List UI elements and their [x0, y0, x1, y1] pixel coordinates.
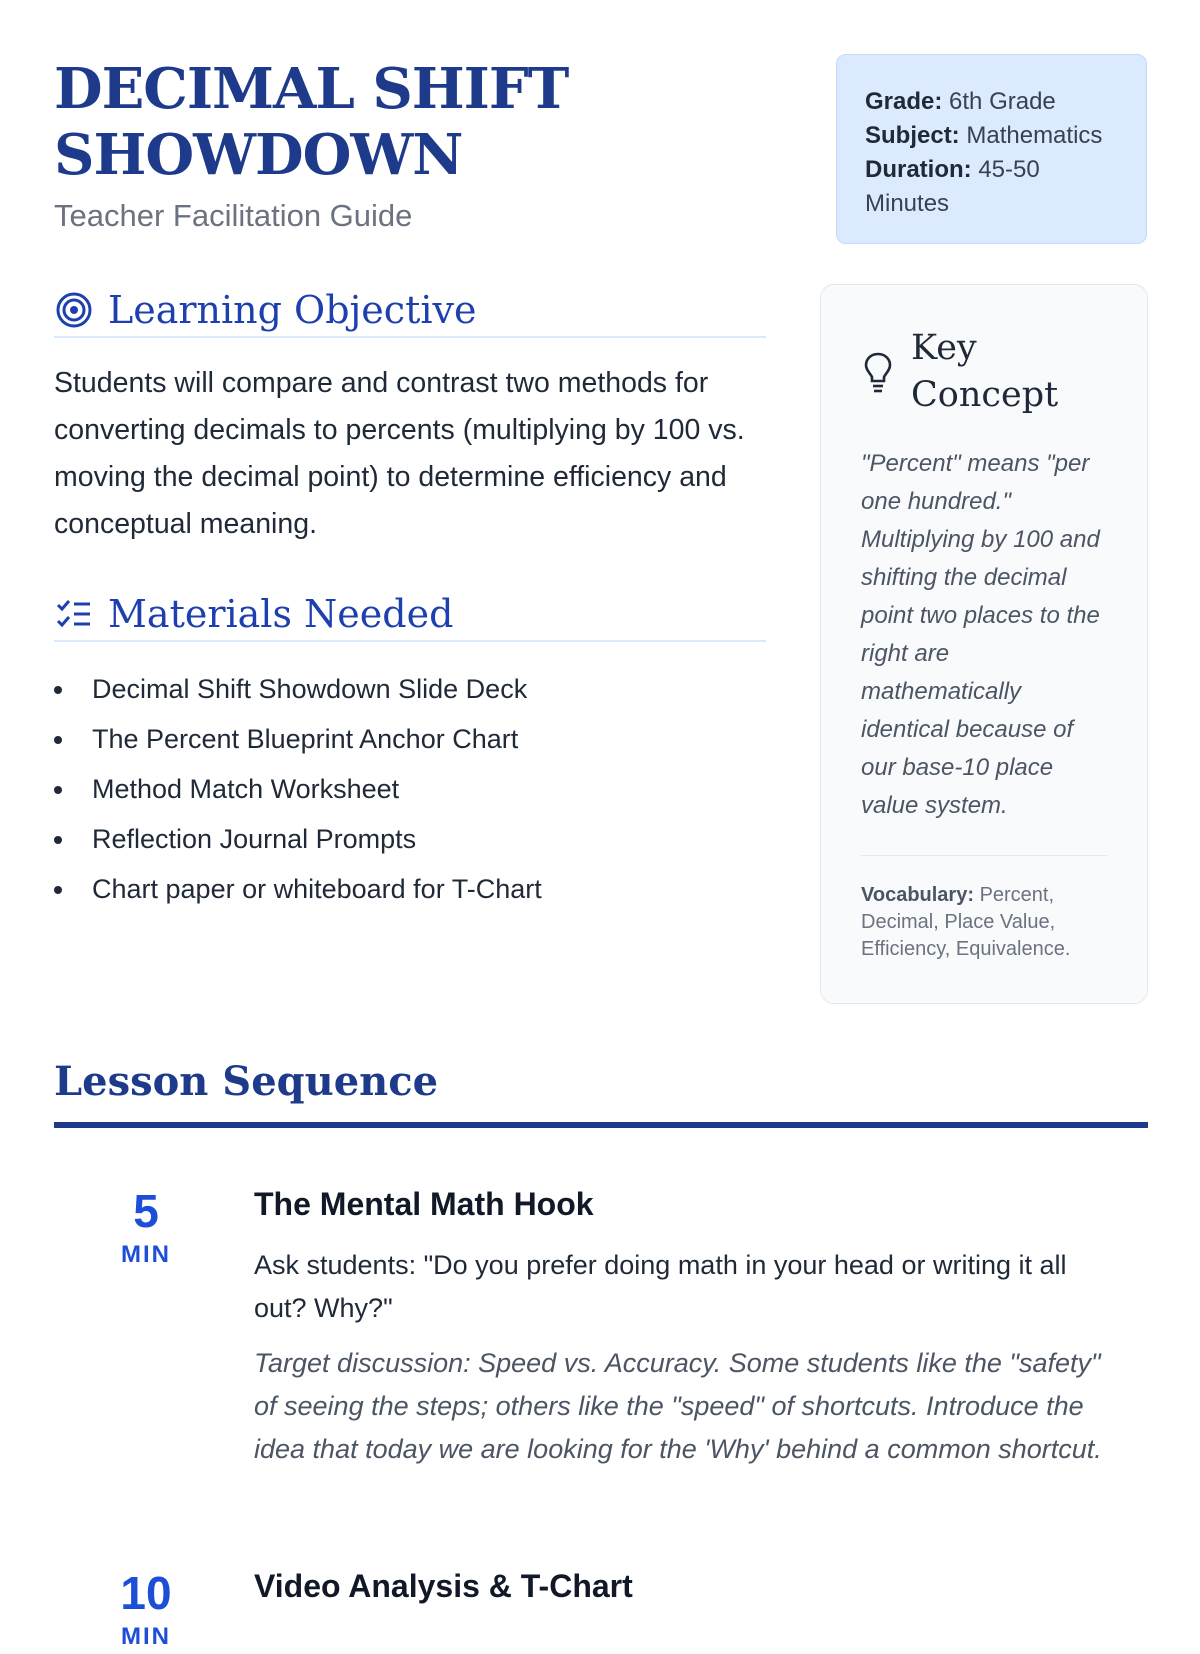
key-concept-card	[820, 284, 1148, 1004]
step-note: Target discussion: Speed vs. Accuracy. Some students like the "safety" of seeing the steps; others like the "speed" of shortcuts. Introduce the idea that today we are looking for the 'Why' behind a common shortcut.	[254, 1348, 1102, 1464]
step-duration	[54, 1184, 238, 1272]
list-item: Decimal Shift Showdown Slide Deck	[54, 664, 542, 714]
key-concept-heading	[861, 325, 1107, 419]
lightbulb-icon	[861, 350, 895, 394]
step-unit: MIN	[121, 1241, 171, 1268]
list-item: Reflection Journal Prompts	[54, 814, 542, 864]
objective-heading	[54, 284, 766, 338]
divider	[861, 855, 1107, 856]
step-text: Ask students: "Do you prefer doing math in your head or writing it all out? Why?"	[254, 1250, 1067, 1323]
objective-heading-label: Learning Objective	[108, 288, 477, 332]
materials-heading	[54, 588, 766, 642]
lesson-meta-card	[836, 54, 1147, 244]
step-duration	[54, 1566, 238, 1654]
materials-heading-label: Materials Needed	[108, 592, 454, 636]
meta-subject: Subject: Mathematics	[865, 122, 1103, 149]
list-item: Chart paper or whiteboard for T-Chart	[54, 864, 542, 914]
list-item: Method Match Worksheet	[54, 764, 542, 814]
vocabulary-text: Vocabulary: Percent, Decimal, Place Value, Efficiency, Equivalence.	[861, 884, 1071, 960]
page-subtitle: Teacher Facilitation Guide	[54, 198, 413, 233]
step-title: Video Analysis & T-Chart	[254, 1568, 633, 1604]
step-title: The Mental Math Hook	[254, 1186, 594, 1222]
list-item: The Percent Blueprint Anchor Chart	[54, 714, 542, 764]
meta-duration: Duration: 45-50 Minutes	[865, 156, 1040, 217]
materials-list	[54, 664, 542, 914]
meta-grade: Grade: 6th Grade	[865, 88, 1056, 115]
target-icon	[54, 290, 94, 330]
objective-text: Students will compare and contrast two methods for converting decimals to percents (multiplying by 100 vs. moving the decimal point) to determine efficiency and conceptual meaning.	[54, 367, 745, 540]
sequence-heading: Lesson Sequence	[54, 1058, 439, 1105]
page-title: DECIMAL SHIFT SHOWDOWN	[54, 56, 569, 188]
checklist-icon	[54, 594, 94, 634]
key-concept-heading-label: Key Concept	[911, 328, 1059, 415]
step-minutes: 10	[120, 1567, 172, 1619]
step-unit: MIN	[121, 1623, 171, 1650]
key-concept-quote: "Percent" means "per one hundred." Multiplying by 100 and shifting the decimal point two places to the right are mathematically identical because of our base-10 place value system.	[861, 450, 1100, 819]
sequence-divider	[54, 1122, 1148, 1128]
step-minutes: 5	[133, 1185, 159, 1237]
